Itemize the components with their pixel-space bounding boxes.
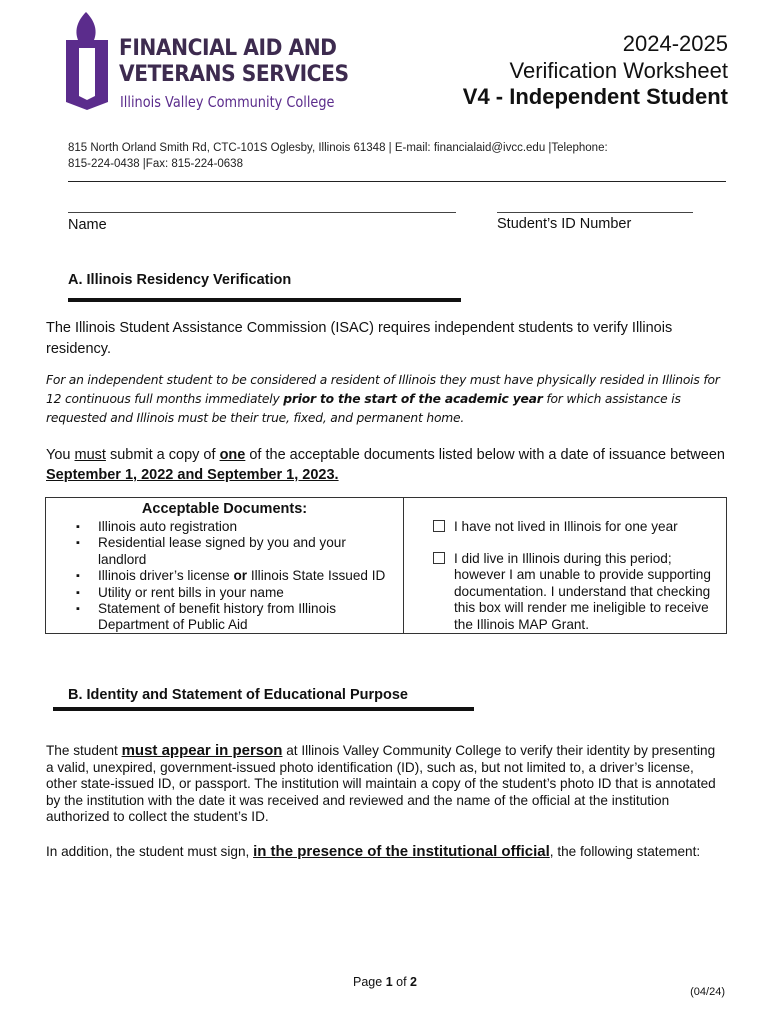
identity-text-post: at Illinois Valley Community College to verify their identity by presenting a valid, unexpired, government-issued photo identification (ID), such as, but not limited to, a driver’s license, other state-issued ID, or passport. The institution will maintain a copy of the student’s photo ID that is annotated by the institution with the date it was received and reviewed and the name of the official at the institution authorized to collect the student’s ID. bbox=[46, 743, 716, 825]
page-current: 1 bbox=[385, 975, 393, 989]
residency-definition bbox=[46, 371, 726, 428]
no-documentation-label: I did live in Illinois during this period; however I am unable to provide supporting documentation. I understand that checking this box will render me ineligible to receive the Illinois MAP Grant. bbox=[454, 551, 711, 632]
page-number bbox=[0, 975, 770, 989]
section-b-bar bbox=[53, 707, 474, 711]
submit-text-1: You bbox=[46, 447, 75, 463]
document-list bbox=[76, 519, 396, 634]
acceptable-documents-header: Acceptable Documents: bbox=[141, 501, 308, 517]
submit-text-3: of the acceptable documents listed below with a date of issuance between bbox=[245, 447, 725, 463]
residency-text-post: for which assistance is requested and Illinois must be their true, fixed, and permanent home. bbox=[46, 392, 681, 425]
college-name: Illinois Valley Community College bbox=[120, 93, 335, 111]
submit-dates: September 1, 2022 and September 1, 2023. bbox=[46, 467, 339, 483]
name-label: Name bbox=[68, 217, 107, 233]
student-id-field-line[interactable] bbox=[497, 212, 693, 213]
page-total: 2 bbox=[410, 975, 417, 989]
submit-one: one bbox=[219, 447, 246, 463]
signature-text-post: , the following statement: bbox=[549, 844, 701, 859]
org-name-line2: VETERANS SERVICES bbox=[119, 62, 349, 87]
student-id-label: Student’s ID Number bbox=[497, 216, 632, 232]
section-a-bar bbox=[68, 298, 461, 302]
table-divider bbox=[403, 498, 404, 633]
submit-text-2: submit a copy of bbox=[105, 447, 220, 463]
not-lived-checkbox[interactable] bbox=[433, 520, 445, 532]
address-line1: 815 North Orland Smith Rd, CTC-101S Oglesby, Illinois 61348 | E-mail: financialaid@ivcc.edu |Telephone: bbox=[68, 142, 608, 154]
org-name-line1: FINANCIAL AID AND bbox=[119, 36, 337, 61]
document-subtitle: V4 - Independent Student bbox=[462, 84, 728, 109]
list-item: ▪ Statement of benefit history from Illinois Department of Public Aid bbox=[76, 601, 396, 634]
award-year: 2024-2025 bbox=[622, 31, 728, 56]
identity-text-pre: The student bbox=[46, 743, 122, 758]
residency-text-pre: For an independent student to be considered a resident of Illinois they must have physically resided in Illinois for 12 continuous full months immediately bbox=[46, 373, 720, 406]
signature-text-pre: In addition, the student must sign, bbox=[46, 844, 254, 859]
submit-instructions bbox=[46, 445, 726, 485]
page-pre: Page bbox=[353, 975, 386, 989]
ivcc-logo-icon bbox=[64, 10, 110, 112]
list-item: ▪ Illinois auto registration bbox=[76, 519, 396, 535]
revision-date: (04/24) bbox=[690, 986, 725, 998]
in-person-emphasis: must appear in person bbox=[121, 742, 283, 759]
no-documentation-checkbox[interactable] bbox=[433, 552, 445, 564]
license-or: or bbox=[233, 568, 248, 584]
address-line2: 815-224-0438 |Fax: 815-224-0638 bbox=[68, 158, 243, 170]
official-presence-emphasis: in the presence of the institutional official bbox=[253, 843, 550, 860]
signature-instruction bbox=[46, 843, 746, 860]
residency-text-bold: prior to the start of the academic year bbox=[283, 392, 543, 406]
section-a-title: A. Illinois Residency Verification bbox=[68, 272, 292, 288]
not-lived-label: I have not lived in Illinois for one year bbox=[454, 519, 678, 534]
page-mid: of bbox=[392, 975, 411, 989]
license-text-post: Illinois State Issued ID bbox=[247, 568, 386, 584]
contact-address bbox=[68, 140, 668, 172]
document-title: Verification Worksheet bbox=[509, 58, 728, 83]
submit-must: must bbox=[74, 447, 106, 463]
header-divider bbox=[68, 181, 726, 182]
identity-paragraph bbox=[46, 743, 726, 826]
isac-intro: The Illinois Student Assistance Commission (ISAC) requires independent students to verify Illinois residency. bbox=[46, 320, 673, 357]
list-item bbox=[76, 568, 396, 584]
license-text-pre: Illinois driver’s license bbox=[98, 568, 234, 584]
acceptable-documents-table bbox=[45, 497, 727, 634]
name-field-line[interactable] bbox=[68, 212, 456, 213]
list-item: ▪ Residential lease signed by you and your landlord bbox=[76, 535, 396, 568]
section-b-title: B. Identity and Statement of Educational Purpose bbox=[68, 687, 408, 703]
list-item: ▪ Utility or rent bills in your name bbox=[76, 585, 396, 601]
